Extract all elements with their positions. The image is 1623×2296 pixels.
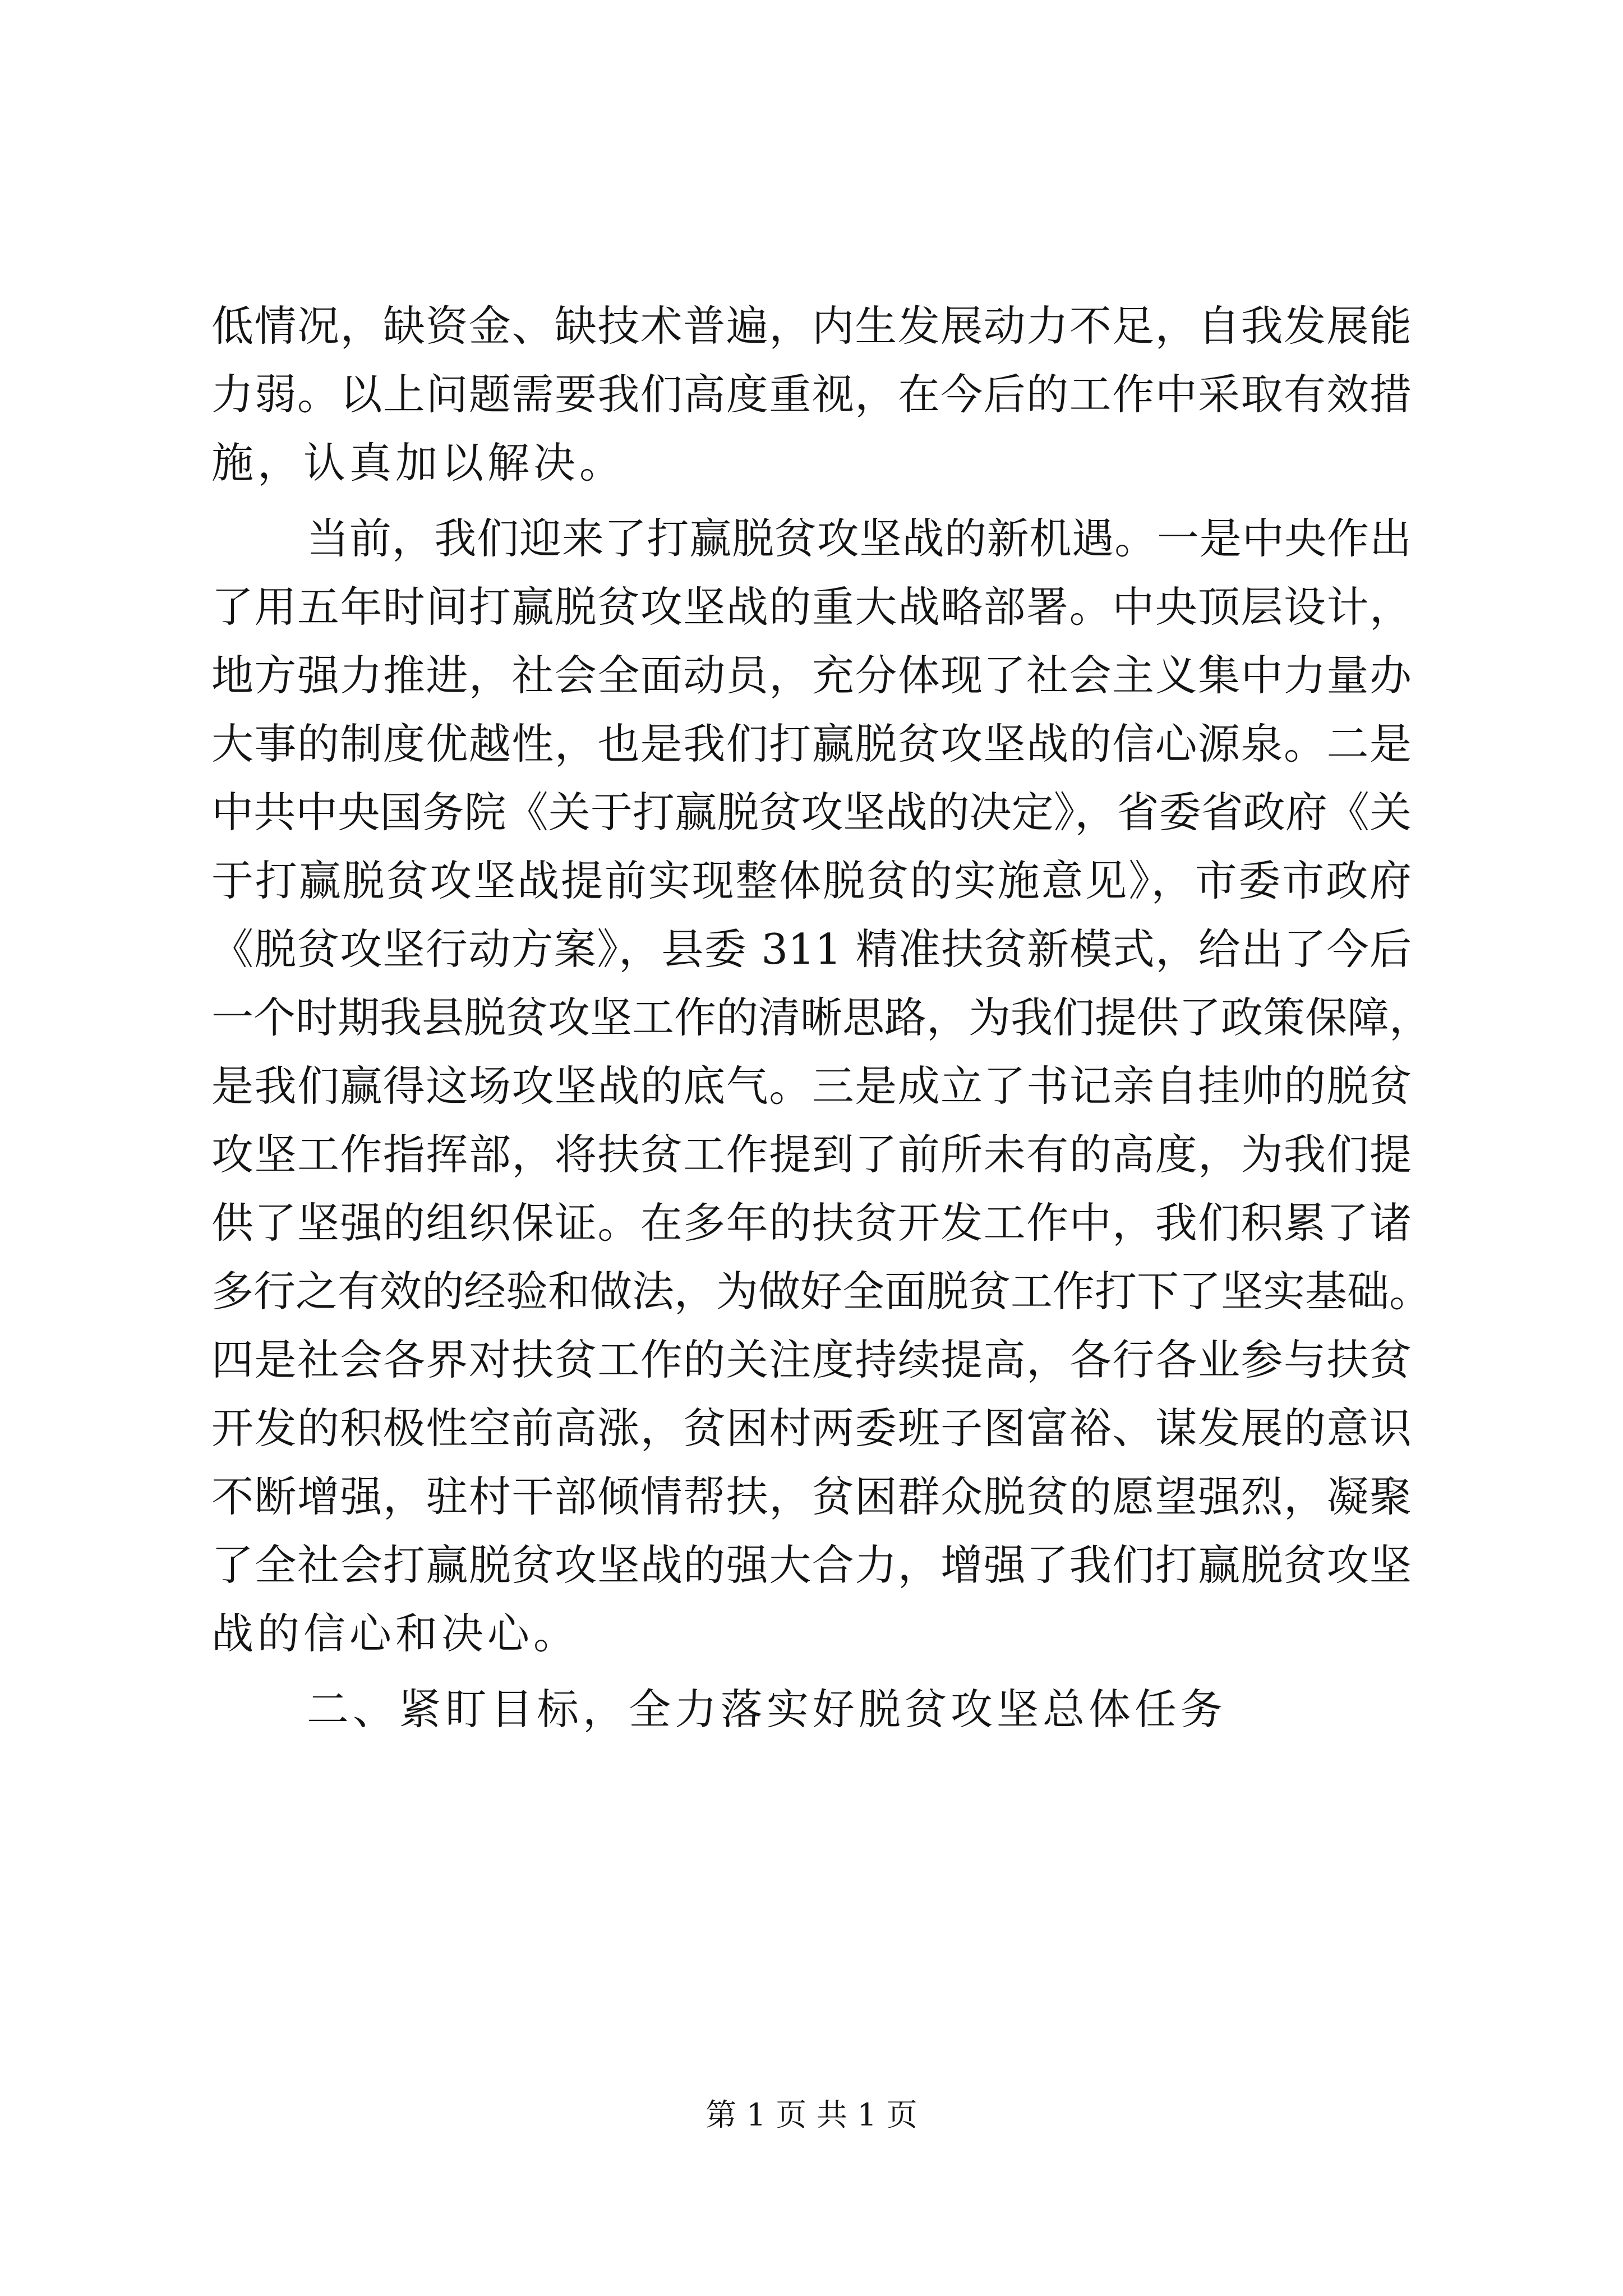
page-footer bbox=[0, 2095, 1623, 2134]
text-line: 当前，我们迎来了打赢脱贫攻坚战的新机遇。一是中央作出 bbox=[307, 514, 1412, 563]
text-line: 力弱。以上问题需要我们高度重视，在今后的工作中采取有效措 bbox=[211, 370, 1412, 419]
text-line: 《脱贫攻坚行动方案》，县委 311 精准扶贫新模式，给出了今后 bbox=[211, 924, 1412, 974]
text-line: 大事的制度优越性，也是我们打赢脱贫攻坚战的信心源泉。二是 bbox=[211, 719, 1412, 769]
paragraph-1 bbox=[211, 292, 1412, 497]
text-line: 开发的积极性空前高涨，贫困村两委班子图富裕、谋发展的意识 bbox=[211, 1404, 1412, 1453]
section-heading: 二、紧盯目标，全力落实好脱贫攻坚总体任务 bbox=[307, 1685, 1227, 1734]
text-line: 多行之有效的经验和做法，为做好全面脱贫工作打下了坚实基础。 bbox=[211, 1267, 1432, 1316]
text-line: 了用五年时间打赢脱贫攻坚战的重大战略部署。中央顶层设计， bbox=[211, 582, 1412, 632]
text-line: 不断增强，驻村干部倾情帮扶，贫困群众脱贫的愿望强烈，凝聚 bbox=[211, 1472, 1412, 1521]
paragraph-spacer bbox=[211, 497, 1412, 504]
paragraph-spacer bbox=[211, 1668, 1412, 1675]
text-line: 一个时期我县脱贫攻坚工作的清晰思路，为我们提供了政策保障， bbox=[211, 993, 1432, 1042]
paragraph-2 bbox=[211, 504, 1432, 1668]
text-line: 中共中央国务院《关于打赢脱贫攻坚战的决定》，省委省政府《关 bbox=[211, 788, 1412, 837]
text-line: 于打赢脱贫攻坚战提前实现整体脱贫的实施意见》，市委市政府 bbox=[211, 856, 1412, 905]
text-line: 施，认真加以解决。 bbox=[211, 438, 626, 487]
text-line: 攻坚工作指挥部，将扶贫工作提到了前所未有的高度，为我们提 bbox=[211, 1130, 1412, 1179]
page-number-label: 第 1 页 共 1 页 bbox=[706, 2097, 917, 2133]
text-line: 四是社会各界对扶贫工作的关注度持续提高，各行各业参与扶贫 bbox=[211, 1335, 1412, 1384]
text-line: 了全社会打赢脱贫攻坚战的强大合力，增强了我们打赢脱贫攻坚 bbox=[211, 1540, 1412, 1590]
text-line: 地方强力推进，社会全面动员，充分体现了社会主义集中力量办 bbox=[211, 651, 1412, 700]
text-line: 供了坚强的组织保证。在多年的扶贫开发工作中，我们积累了诸 bbox=[211, 1198, 1412, 1248]
text-line: 低情况，缺资金、缺技术普遍，内生发展动力不足，自我发展能 bbox=[211, 301, 1412, 351]
document-body bbox=[211, 292, 1432, 1743]
text-line: 是我们赢得这场攻坚战的底气。三是成立了书记亲自挂帅的脱贫 bbox=[211, 1061, 1412, 1111]
text-line: 战的信心和决心。 bbox=[211, 1609, 580, 1658]
